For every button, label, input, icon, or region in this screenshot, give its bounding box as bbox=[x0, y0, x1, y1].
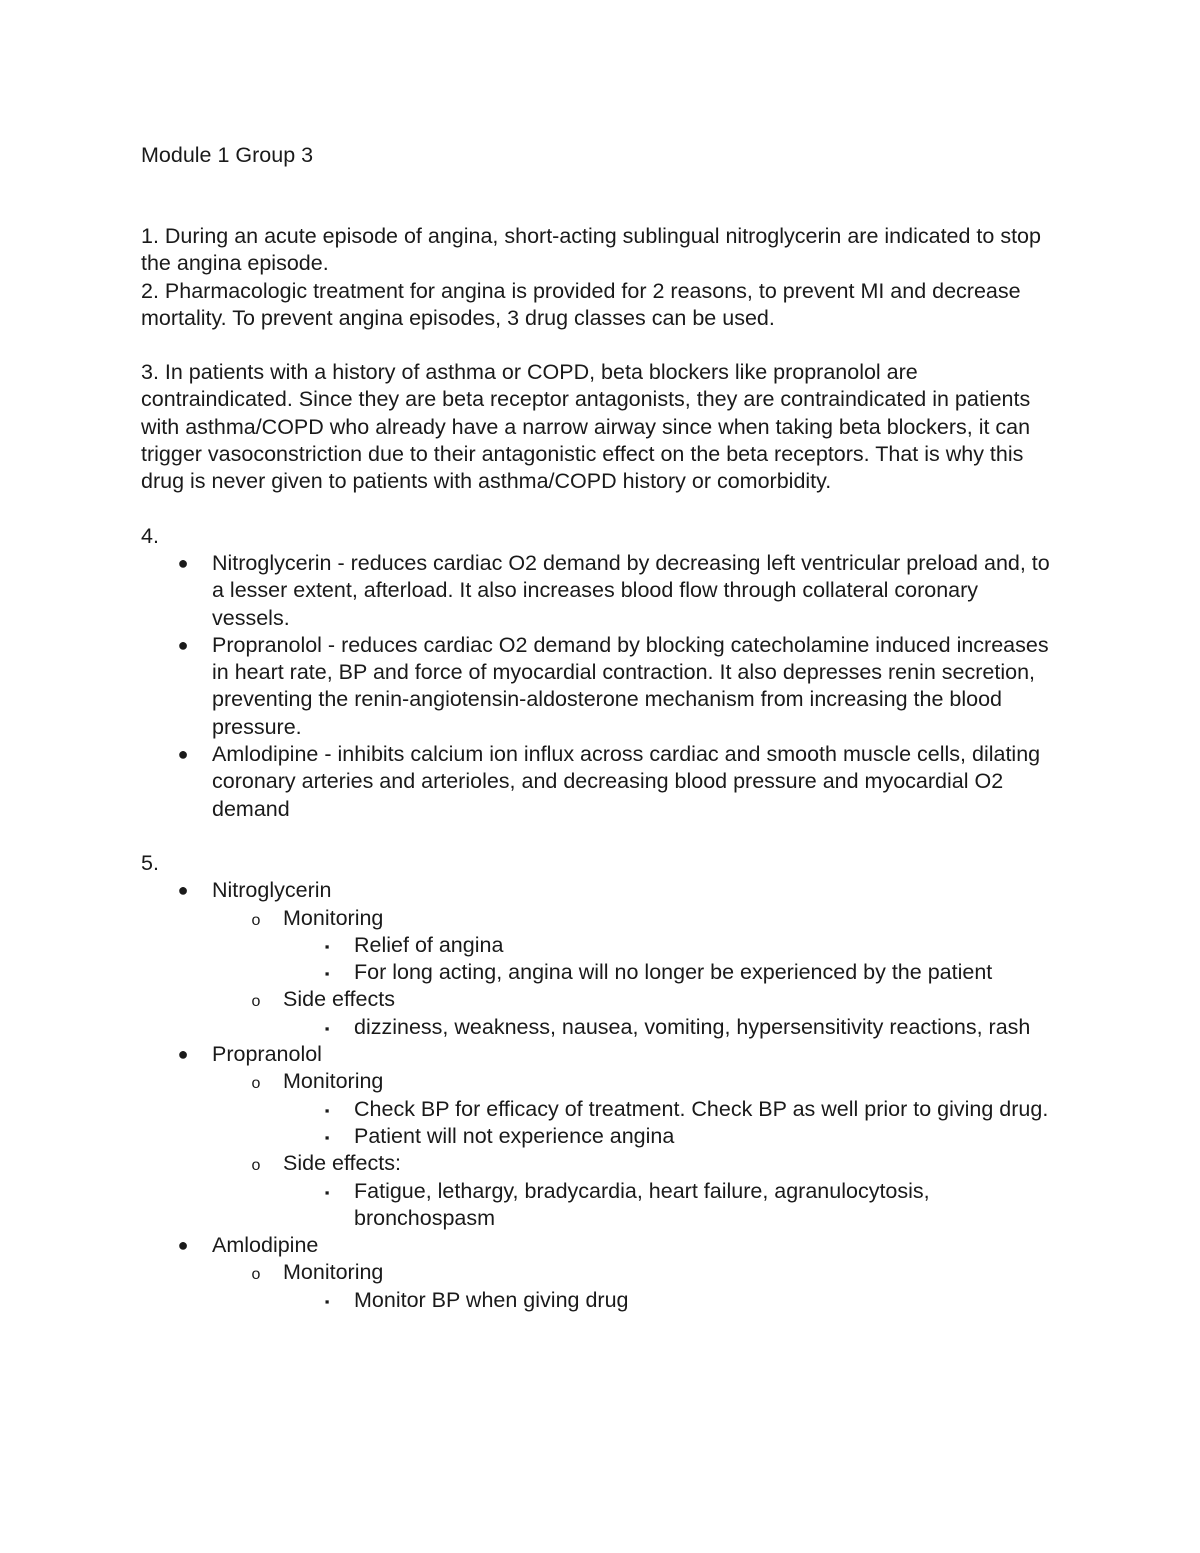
spacer bbox=[141, 169, 1061, 223]
list-item-text: Patient will not experience angina bbox=[354, 1123, 675, 1148]
list-item-text: Amlodipine - inhibits calcium ion influx across cardiac and smooth muscle cells, dilating coronary arteries and arterioles, and decreasing blood pressure and myocardial O2 demand bbox=[212, 742, 1041, 821]
circle-bullet-icon: o bbox=[251, 911, 261, 929]
list-item-text: Check BP for efficacy of treatment. Check BP as well prior to giving drug. bbox=[354, 1096, 1049, 1121]
circle-bullet-icon: o bbox=[251, 1266, 261, 1284]
spacer bbox=[141, 823, 1061, 850]
square-bullet-icon: ▪ bbox=[324, 1020, 330, 1036]
answer-1: 1. During an acute episode of angina, short-acting sublingual nitroglycerin are indicated to stop the angina episode. bbox=[141, 224, 1041, 276]
list-item bbox=[283, 1014, 1061, 1041]
side-effects-item bbox=[212, 1150, 1061, 1232]
document-page bbox=[141, 142, 1061, 1314]
list-item-text: Relief of angina bbox=[354, 932, 504, 957]
bullet-icon: ● bbox=[177, 1235, 189, 1256]
list-item-text: Fatigue, lethargy, bradycardia, heart failure, agranulocytosis, bronchospasm bbox=[354, 1178, 930, 1230]
drug-name: Propranolol bbox=[212, 1042, 322, 1067]
list-item bbox=[283, 959, 1061, 986]
square-bullet-icon: ▪ bbox=[324, 938, 330, 954]
list-item-text: Monitor BP when giving drug bbox=[354, 1287, 629, 1312]
document-title: Module 1 Group 3 bbox=[141, 143, 314, 167]
circle-bullet-icon: o bbox=[251, 1075, 261, 1093]
bullet-icon: ● bbox=[177, 634, 189, 655]
side-effects-list bbox=[283, 1014, 1061, 1041]
drug-item-amlodipine bbox=[141, 1232, 1061, 1314]
list-item-text: For long acting, angina will no longer be experienced by the patient bbox=[354, 960, 993, 985]
bullet-icon: ● bbox=[177, 552, 189, 573]
list-item bbox=[283, 1178, 1061, 1233]
list-item-text: Nitroglycerin - reduces cardiac O2 demand by decreasing left ventricular preload and, to a lesser extent, afterload. It also increases blood flow through collateral coronary vessels. bbox=[212, 550, 1050, 630]
answer-5-label: 5. bbox=[141, 850, 159, 875]
monitoring-list bbox=[283, 1096, 1061, 1151]
monitoring-item bbox=[212, 1068, 1061, 1150]
list-item bbox=[283, 1096, 1061, 1123]
side-effects-label: Side effects: bbox=[283, 1151, 401, 1176]
monitoring-list bbox=[283, 932, 1061, 987]
drug-item-nitroglycerin bbox=[141, 877, 1061, 1041]
list-item bbox=[283, 1287, 1061, 1314]
drug-name: Nitroglycerin bbox=[212, 878, 332, 903]
bullet-icon: ● bbox=[177, 744, 189, 765]
square-bullet-icon: ▪ bbox=[324, 966, 330, 982]
side-effects-list bbox=[283, 1178, 1061, 1233]
square-bullet-icon: ▪ bbox=[324, 1184, 330, 1200]
monitoring-label: Monitoring bbox=[283, 1069, 384, 1094]
answer-4-list bbox=[141, 550, 1061, 823]
drug-item-propranolol bbox=[141, 1041, 1061, 1232]
circle-bullet-icon: o bbox=[251, 1157, 261, 1175]
side-effects-item bbox=[212, 986, 1061, 1041]
bullet-icon: ● bbox=[177, 880, 189, 901]
answer-4-label: 4. bbox=[141, 523, 159, 548]
list-item-text: Propranolol - reduces cardiac O2 demand by blocking catecholamine induced increases in heart rate, BP and force of myocardial contraction. It also depresses renin secretion, preventing the renin-angiotensin-aldosterone mechanism from increasing the blood pressure. bbox=[212, 632, 1049, 739]
monitoring-label: Monitoring bbox=[283, 905, 384, 930]
circle-bullet-icon: o bbox=[251, 993, 261, 1011]
bullet-icon: ● bbox=[177, 1044, 189, 1065]
monitoring-item bbox=[212, 905, 1061, 987]
drug-sublist bbox=[212, 1259, 1061, 1314]
spacer bbox=[141, 332, 1061, 359]
drug-sublist bbox=[212, 905, 1061, 1041]
list-item-text: dizziness, weakness, nausea, vomiting, hypersensitivity reactions, rash bbox=[354, 1014, 1031, 1039]
list-item bbox=[141, 550, 1061, 632]
square-bullet-icon: ▪ bbox=[324, 1293, 330, 1309]
monitoring-item bbox=[212, 1259, 1061, 1314]
square-bullet-icon: ▪ bbox=[324, 1129, 330, 1145]
square-bullet-icon: ▪ bbox=[324, 1102, 330, 1118]
answer-2: 2. Pharmacologic treatment for angina is provided for 2 reasons, to prevent MI and decrease mortality. To prevent angina episodes, 3 drug classes can be used. bbox=[141, 278, 1021, 330]
side-effects-label: Side effects bbox=[283, 987, 395, 1012]
answer-5-list bbox=[141, 877, 1061, 1314]
spacer bbox=[141, 496, 1061, 523]
monitoring-label: Monitoring bbox=[283, 1260, 384, 1285]
drug-name: Amlodipine bbox=[212, 1233, 319, 1258]
answer-3: 3. In patients with a history of asthma or COPD, beta blockers like propranolol are contraindicated. Since they are beta receptor antagonists, they are contraindicated in patients with asthma/COPD who already have a narrow airway since when taking beta blockers, it can trigger vasoconstriction due to their antagonistic effect on the beta receptors. That is why this drug is never given to patients with asthma/COPD history or comorbidity. bbox=[141, 360, 1031, 494]
list-item bbox=[283, 932, 1061, 959]
list-item bbox=[141, 741, 1061, 823]
list-item bbox=[141, 632, 1061, 741]
monitoring-list bbox=[283, 1287, 1061, 1314]
drug-sublist bbox=[212, 1068, 1061, 1232]
list-item bbox=[283, 1123, 1061, 1150]
